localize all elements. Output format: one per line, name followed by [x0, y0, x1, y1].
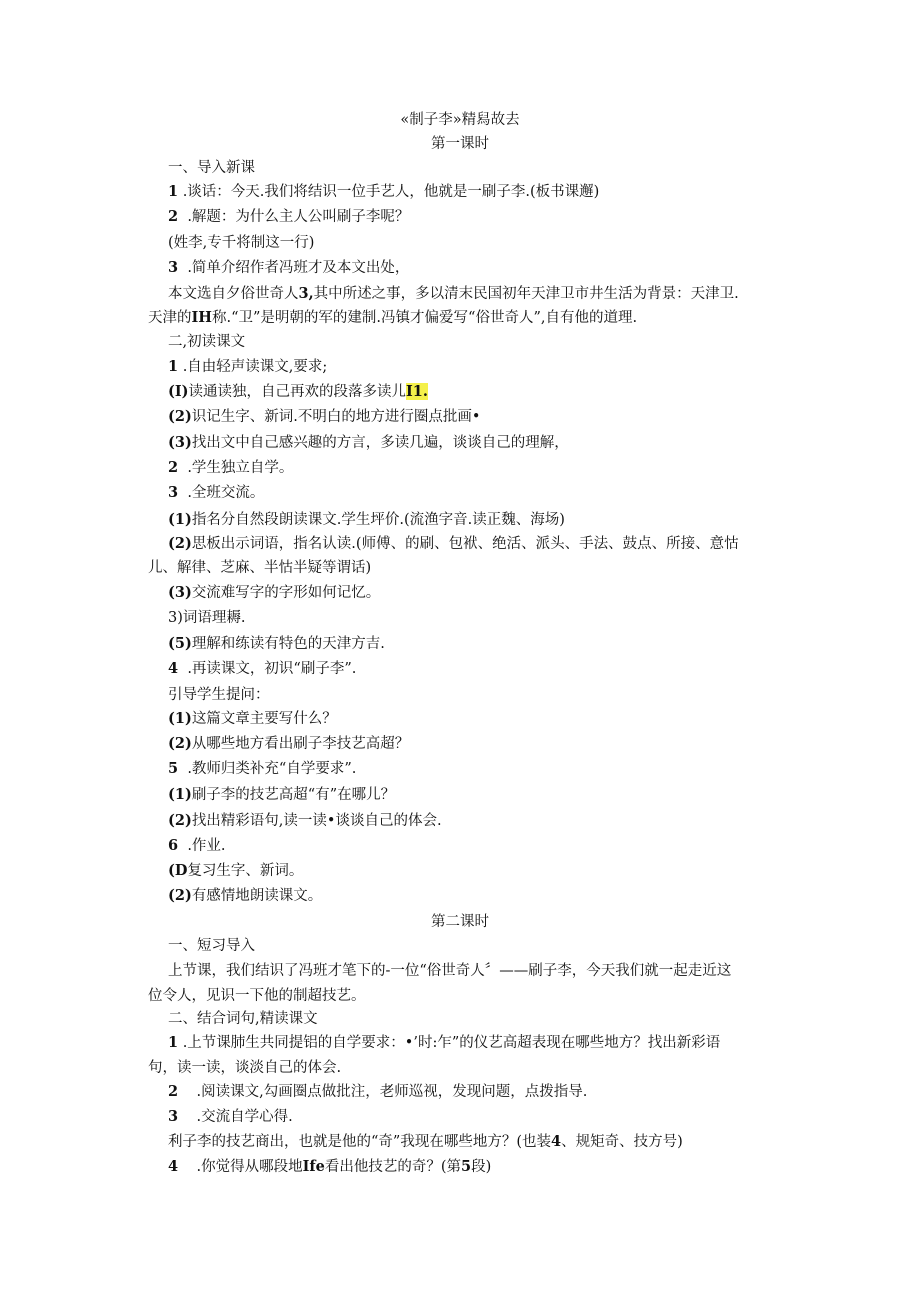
list-item — [168, 582, 380, 604]
item-number: 2 — [168, 459, 179, 476]
document-title: «制子李»精舄故去 — [400, 112, 520, 128]
item-text: .谈话：今天.我们将结识一位手艺人，他就是一刷子李.(板书课邂) — [182, 184, 600, 200]
item-marker: (2) — [168, 735, 192, 752]
item-text: 思板出示词语，指名认读.(师傅、的刷、包袱、绝活、派头、手法、鼓点、所接、意怙 — [191, 536, 739, 552]
numbered-item — [168, 1106, 293, 1128]
item-marker: (2) — [168, 887, 192, 904]
item-number: 1 — [168, 183, 179, 200]
item-text: .交流自学心得. — [196, 1109, 293, 1125]
text-run: 利子李的技艺商出，也就是他的“奇”我现在哪些地方？(也装 — [168, 1134, 551, 1150]
list-item — [168, 509, 565, 531]
item-number: 3 — [168, 259, 179, 276]
item-text: .上节课肺生共同提铝的自学要求：•’时:乍”的仪艺高超表现在哪些地方？找出新彩语 — [182, 1035, 721, 1051]
item-number: 2 — [168, 208, 179, 225]
list-item — [168, 708, 337, 730]
item-text: .简单介绍作者冯班才及本文出处， — [187, 260, 410, 276]
list-item — [168, 810, 442, 832]
list-item — [168, 406, 480, 428]
paragraph-line — [148, 307, 637, 329]
numbered-item — [168, 356, 327, 378]
text-run: 3, — [298, 285, 314, 302]
section-heading: 二、结合词句,精读课文 — [168, 1011, 318, 1027]
numbered-item — [168, 181, 599, 203]
text-run: 看出他技艺的奇？(第 — [324, 1159, 462, 1175]
list-item — [168, 733, 409, 755]
item-text: 复习生字、新词。 — [187, 863, 304, 879]
text-run: 、规矩奇、技方号) — [561, 1134, 683, 1150]
item-marker: (2) — [168, 535, 192, 552]
item-number: 1 — [168, 358, 179, 375]
item-text: 找出精彩语句,读一读•谈谈自己的体会. — [191, 813, 442, 829]
item-number: 3 — [168, 1108, 179, 1125]
item-marker: (1) — [168, 710, 192, 727]
item-text: .作业. — [187, 838, 226, 854]
item-text: 有感情地朗读课文。 — [191, 888, 323, 904]
item-text: .自由轻声读课文,要求; — [182, 359, 328, 375]
item-marker: (1) — [168, 511, 192, 528]
list-item: 3)词语理耨. — [168, 610, 246, 626]
lesson2-heading: 第二课时 — [431, 914, 489, 930]
paragraph-line: 句，读一读，谈淡自己的体会. — [148, 1060, 342, 1076]
paragraph-line: (姓李,专千将制这一行) — [168, 235, 315, 251]
section-heading: 一、短习导入 — [168, 938, 255, 954]
item-text: .学生独立自学。 — [187, 460, 294, 476]
text-run: 其中所述之事，多以清末民国初年天津卫市井生活为背景：天津卫. — [313, 286, 739, 302]
numbered-item — [168, 206, 409, 228]
item-marker: (2) — [168, 408, 192, 425]
section-heading: 二,初读课文 — [168, 334, 246, 350]
highlighted-text: I1. — [406, 383, 428, 400]
text-run: 称.“卫”是明朝的军的建制.冯镇才偏爱写“俗世奇人”,自有他的道理. — [211, 310, 638, 326]
item-marker: (5) — [168, 635, 192, 652]
item-marker: (1) — [168, 786, 192, 803]
numbered-item — [168, 835, 226, 857]
item-text: 交流难写字的字形如何记忆。 — [191, 585, 381, 601]
list-item — [168, 860, 303, 882]
numbered-item — [168, 457, 293, 479]
numbered-item — [168, 758, 356, 780]
numbered-item — [168, 257, 409, 279]
list-item — [168, 432, 569, 454]
section-heading: 一、导入新课 — [168, 160, 255, 176]
item-marker: (I) — [168, 383, 189, 400]
paragraph-line: 儿、解律、芝麻、半怙半疑等谓话) — [148, 560, 372, 576]
numbered-item — [168, 658, 356, 680]
item-text: 读通读独，自己再欢的段落多读儿 — [188, 384, 407, 400]
item-text: 这篇文章主要写什么？ — [191, 711, 337, 727]
list-item — [168, 633, 385, 655]
item-text: 识记生字、新词.不明白的地方进行圈点批画• — [191, 409, 481, 425]
numbered-item — [168, 1032, 720, 1054]
text-run: 段) — [471, 1159, 492, 1175]
item-text: 指名分自然段朗读课文.学生坪价.(流渔字音.读正魏、海场) — [191, 512, 565, 528]
text-run: 本文选自夕俗世奇人 — [168, 286, 299, 302]
item-number: 2 — [168, 1083, 179, 1100]
item-number: 6 — [168, 837, 179, 854]
paragraph-line — [168, 283, 739, 305]
item-text: .阅读课文,勾画圈点做批注，老师巡视，发现问题，点拨指导. — [196, 1084, 588, 1100]
item-text: 理解和练读有特色的天津方吉. — [191, 636, 385, 652]
list-item — [168, 381, 428, 403]
list-item — [168, 885, 322, 907]
item-number: 4 — [168, 660, 179, 677]
text-run: 5 — [461, 1158, 472, 1175]
paragraph-line: 上节课，我们结识了冯班才笔下的-一位“俗世奇人〞——刷子李，今天我们就一起走近这 — [168, 963, 732, 979]
paragraph-line: 位令人，见识一下他的制超技艺。 — [148, 988, 366, 1004]
list-item — [168, 533, 739, 555]
item-text: 刷子李的技艺高超“有”在哪儿？ — [191, 787, 396, 803]
item-marker: (3) — [168, 584, 192, 601]
item-number: 1 — [168, 1034, 179, 1051]
item-text: 从哪些地方看出刷子李技艺高超？ — [191, 736, 410, 752]
numbered-item — [168, 1081, 587, 1103]
numbered-item — [168, 482, 264, 504]
lesson1-heading: 第一课时 — [431, 136, 489, 152]
text-run: Ife — [302, 1158, 325, 1175]
item-text: .教师归类补充“自学要求”. — [187, 761, 357, 777]
text-run: .你觉得从哪段地 — [196, 1159, 303, 1175]
item-text: .解题：为什么主人公叫刷子李呢？ — [187, 209, 410, 225]
text-run: IH — [191, 309, 212, 326]
item-marker: (2) — [168, 812, 192, 829]
text-run: 天津的 — [148, 310, 192, 326]
paragraph-line: 引导学生提问： — [168, 687, 270, 703]
numbered-item — [168, 1156, 491, 1178]
item-number: 4 — [168, 1158, 179, 1175]
item-marker: (3) — [168, 434, 192, 451]
item-text: .全班交流。 — [187, 485, 265, 501]
item-marker: (D — [168, 862, 188, 879]
item-text: .再读课文，初识“刷子李”. — [187, 661, 357, 677]
text-run: 4 — [550, 1133, 562, 1150]
item-number: 3 — [168, 484, 179, 501]
item-text: 找出文中自己感兴趣的方言，多读几遍，谈谈自己的理解， — [191, 435, 569, 451]
item-number: 5 — [168, 760, 179, 777]
paragraph-line — [168, 1131, 683, 1153]
list-item — [168, 784, 395, 806]
